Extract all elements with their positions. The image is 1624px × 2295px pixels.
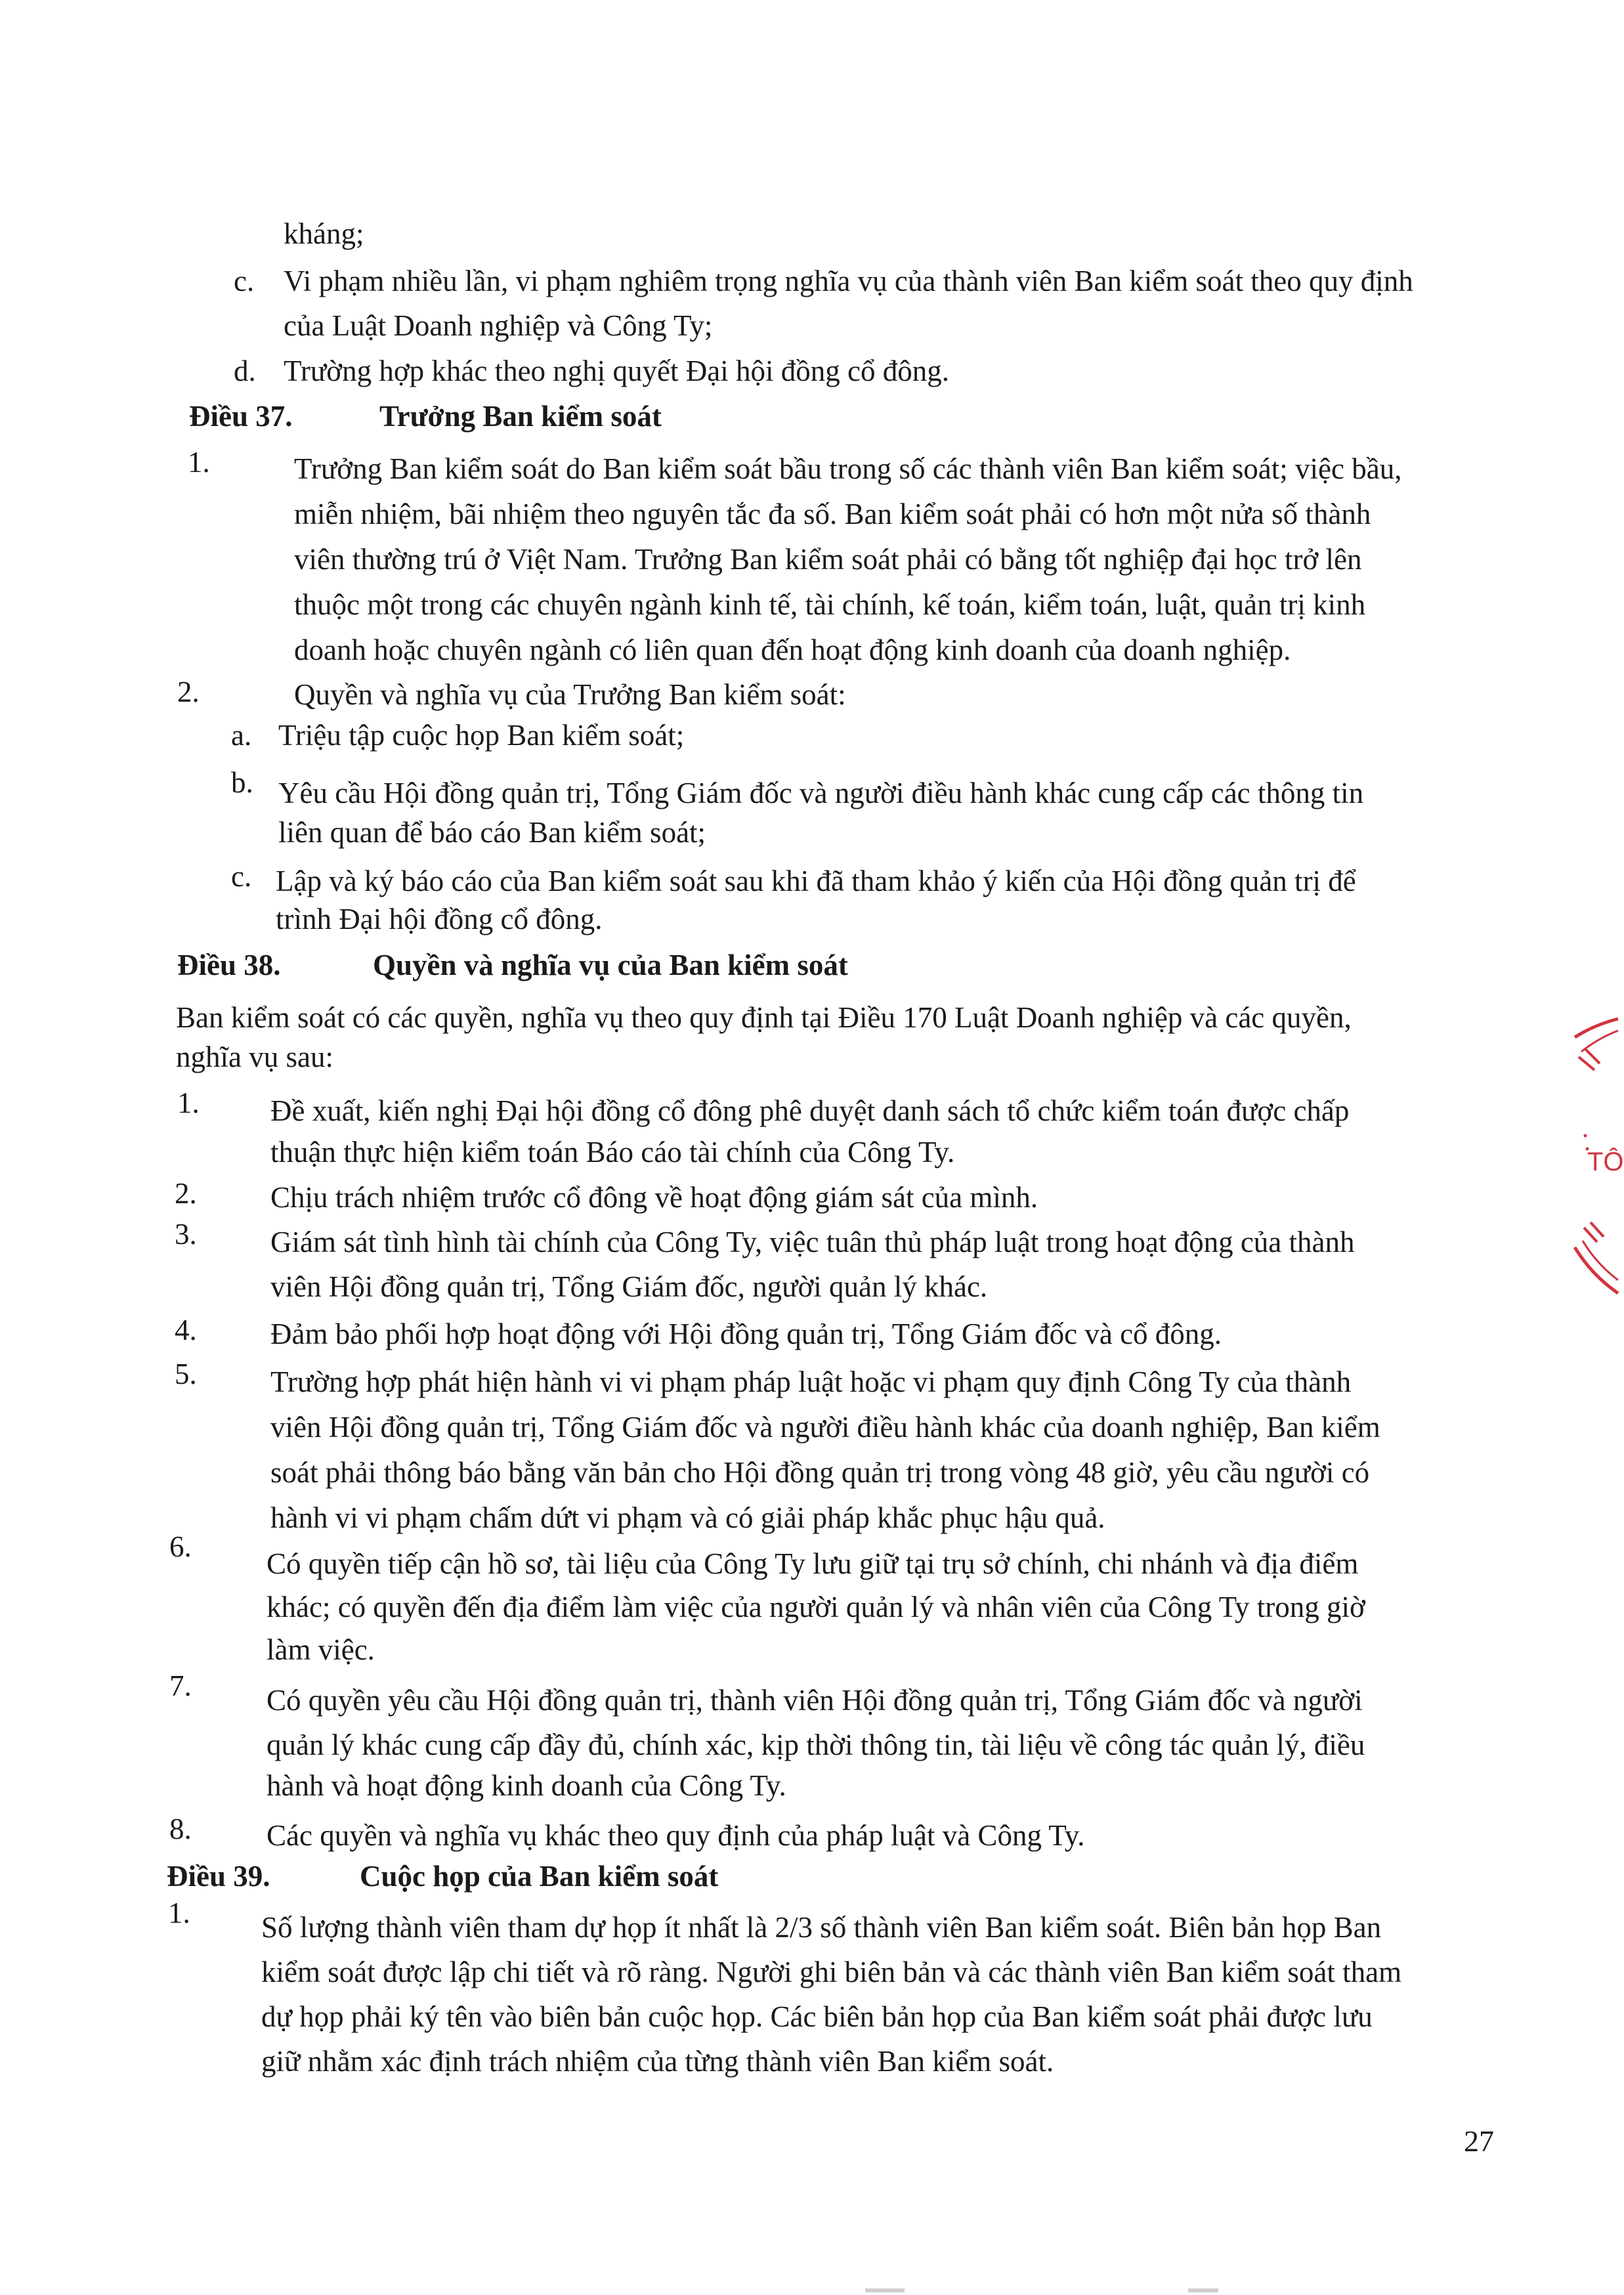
list-marker: 6. [169,1530,192,1563]
article-title: Trưởng Ban kiểm soát [379,400,662,433]
text-line: hành vi vi phạm chấm dứt vi phạm và có giải pháp khắc phục hậu quả. [270,1501,1105,1534]
text-line: Chịu trách nhiệm trước cổ đông về hoạt động giám sát của mình. [270,1181,1038,1214]
text-line: khác; có quyền đến địa điểm làm việc của người quản lý và nhân viên của Công Ty trong giờ [267,1591,1365,1623]
text-line: giữ nhằm xác định trách nhiệm của từng thành viên Ban kiểm soát. [261,2045,1054,2078]
text-line: Triệu tập cuộc họp Ban kiểm soát; [278,719,685,752]
list-marker: c. [231,860,252,893]
stamp-text: TÔ [1587,1148,1624,1176]
list-marker: 2. [177,676,200,708]
list-marker: 4. [175,1314,197,1346]
list-marker: 2. [175,1177,197,1210]
text-line: Trường hợp phát hiện hành vi vi phạm pháp luật hoặc vi phạm quy định Công Ty của thành [270,1365,1352,1398]
text-line: thuộc một trong các chuyên ngành kinh tế, tài chính, kế toán, kiểm toán, luật, quản trị kinh [294,588,1366,621]
text-line: Yêu cầu Hội đồng quản trị, Tổng Giám đốc và người điều hành khác cung cấp các thông tin [278,777,1364,809]
text-line: Giám sát tình hình tài chính của Công Ty, việc tuân thủ pháp luật trong hoạt động của thành [270,1226,1355,1258]
text-line: doanh hoặc chuyên ngành có liên quan đến hoạt động kinh doanh của doanh nghiệp. [294,633,1291,666]
text-line: soát phải thông báo bằng văn bản cho Hội đồng quản trị trong vòng 48 giờ, yêu cầu người có [270,1456,1370,1489]
text-line: làm việc. [267,1633,375,1666]
list-marker: a. [231,719,252,752]
list-marker: 1. [177,1086,200,1119]
list-marker: b. [231,766,253,799]
text-line: liên quan để báo cáo Ban kiểm soát; [278,816,706,849]
text-line: thuận thực hiện kiểm toán Báo cáo tài chính của Công Ty. [270,1136,955,1169]
text-line: Quyền và nghĩa vụ của Trưởng Ban kiểm soát: [294,678,846,711]
article-number: Điều 38. [177,949,281,981]
list-marker: 8. [169,1812,192,1845]
scan-artifact [865,2288,905,2292]
text-line: Lập và ký báo cáo của Ban kiểm soát sau khi đã tham khảo ý kiến của Hội đồng quản trị để [276,865,1356,897]
text-line: nghĩa vụ sau: [176,1040,333,1073]
article-number: Điều 39. [167,1860,270,1893]
text-line: Số lượng thành viên tham dự họp ít nhất là 2/3 số thành viên Ban kiểm soát. Biên bản họp Ban [261,1911,1382,1944]
text-line: kiểm soát được lập chi tiết và rõ ràng. Người ghi biên bản và các thành viên Ban kiểm soát tham [261,1956,1402,1988]
text-line: kháng; [284,217,364,250]
scan-artifact [1188,2288,1218,2292]
text-line: Trường hợp khác theo nghị quyết Đại hội đồng cổ đông. [284,354,949,387]
text-line: Đảm bảo phối hợp hoạt động với Hội đồng quản trị, Tổng Giám đốc và cổ đông. [270,1318,1222,1350]
text-line: Có quyền tiếp cận hồ sơ, tài liệu của Công Ty lưu giữ tại trụ sở chính, chi nhánh và địa điểm [267,1547,1359,1580]
text-line: quản lý khác cung cấp đầy đủ, chính xác, kịp thời thông tin, tài liệu về công tác quản lý, điều [267,1728,1365,1761]
text-line: hành và hoạt động kinh doanh của Công Ty. [267,1769,786,1802]
text-line: viên thường trú ở Việt Nam. Trưởng Ban kiểm soát phải có bằng tốt nghiệp đại học trở lên [294,543,1362,576]
article-number: Điều 37. [189,400,293,433]
page-number: 27 [1464,2124,1494,2158]
text-line: viên Hội đồng quản trị, Tổng Giám đốc, người quản lý khác. [270,1270,988,1303]
text-line: Đề xuất, kiến nghị Đại hội đồng cổ đông phê duyệt danh sách tổ chức kiểm toán được chấp [270,1094,1350,1127]
text-line: trình Đại hội đồng cổ đông. [276,903,603,935]
text-line: miễn nhiệm, bãi nhiệm theo nguyên tắc đa số. Ban kiểm soát phải có hơn một nửa số thành [294,498,1371,530]
article-title: Quyền và nghĩa vụ của Ban kiểm soát [373,949,848,981]
list-marker: 3. [175,1218,197,1251]
list-marker: d. [234,354,256,387]
text-line: dự họp phải ký tên vào biên bản cuộc họp. Các biên bản họp của Ban kiểm soát phải được lưu [261,2000,1373,2033]
list-marker: 1. [168,1897,190,1929]
article-title: Cuộc họp của Ban kiểm soát [360,1860,719,1893]
text-line: Ban kiểm soát có các quyền, nghĩa vụ theo quy định tại Điều 170 Luật Doanh nghiệp và các quyền, [176,1001,1352,1034]
text-line: viên Hội đồng quản trị, Tổng Giám đốc và người điều hành khác của doanh nghiệp, Ban kiểm [270,1411,1380,1444]
list-marker: 5. [175,1358,197,1390]
list-marker: 7. [169,1669,192,1702]
text-line: Vi phạm nhiều lần, vi phạm nghiêm trọng nghĩa vụ của thành viên Ban kiểm soát theo quy định [284,265,1413,297]
text-line: Có quyền yêu cầu Hội đồng quản trị, thành viên Hội đồng quản trị, Tổng Giám đốc và người [267,1684,1363,1717]
text-line: Trưởng Ban kiểm soát do Ban kiểm soát bầu trong số các thành viên Ban kiểm soát; việc bầu, [294,452,1402,485]
text-line: Các quyền và nghĩa vụ khác theo quy định của pháp luật và Công Ty. [267,1819,1085,1852]
list-marker: c. [234,265,255,297]
list-marker: 1. [188,446,210,479]
text-line: của Luật Doanh nghiệp và Công Ty; [284,309,713,342]
